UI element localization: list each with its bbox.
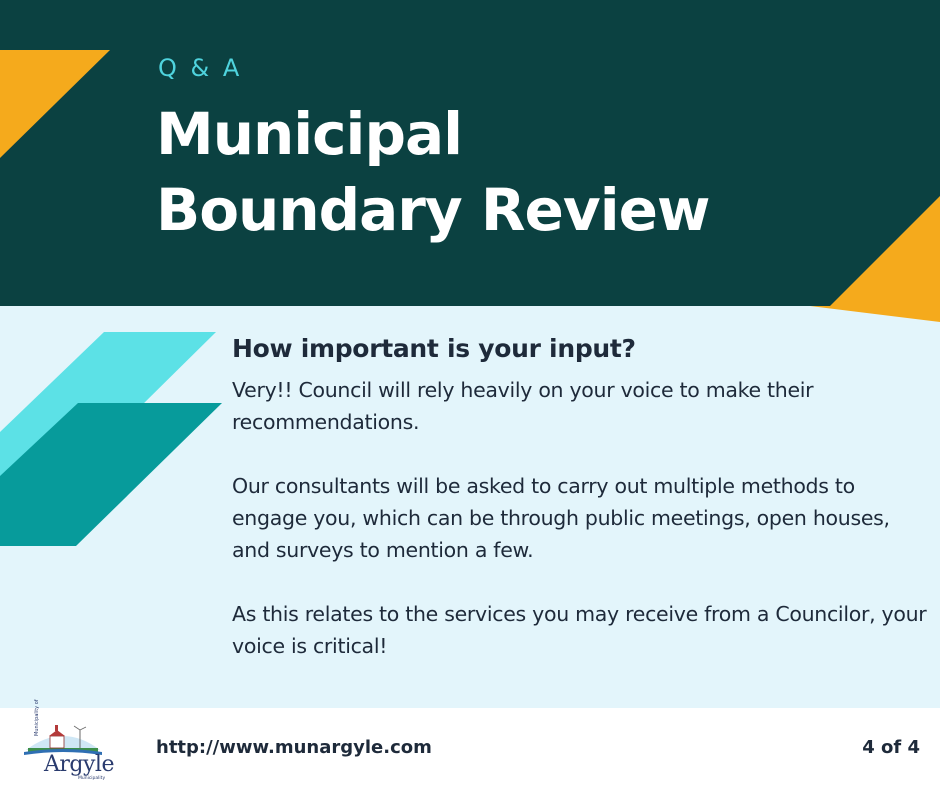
title-line-2: Boundary Review bbox=[156, 176, 710, 244]
answer-paragraph-2: Our consultants will be asked to carry out multiple methods to engage you, which can be through public meetings, open houses, and surveys to mention a few. bbox=[232, 474, 890, 562]
logo-wordmark: Argyle bbox=[44, 752, 114, 777]
content-panel bbox=[0, 306, 940, 708]
question-heading: How important is your input? bbox=[232, 334, 636, 363]
answer-paragraph-1: Very!! Council will rely heavily on your voice to make their recommendations. bbox=[232, 378, 814, 434]
title-line-1: Municipal bbox=[156, 100, 462, 168]
logo-steeple bbox=[55, 725, 58, 731]
website-link[interactable]: http://www.munargyle.com bbox=[156, 737, 432, 758]
logo-top-text: Municipality of bbox=[34, 699, 40, 736]
answer-paragraph-3: As this relates to the services you may receive from a Councilor, your voice is critical! bbox=[232, 602, 927, 658]
page-indicator: 4 of 4 bbox=[862, 737, 920, 758]
footer-bar bbox=[0, 699, 940, 788]
answer-body bbox=[232, 374, 932, 694]
logo-turbine-blade bbox=[74, 726, 80, 730]
logo-subtext: Municipality bbox=[78, 776, 106, 781]
argyle-logo bbox=[20, 699, 114, 781]
page-title bbox=[156, 96, 796, 248]
logo-turbine-blade bbox=[80, 727, 86, 730]
header-banner bbox=[0, 0, 940, 306]
eyebrow-label: Q & A bbox=[158, 54, 243, 82]
logo-church bbox=[50, 736, 64, 748]
